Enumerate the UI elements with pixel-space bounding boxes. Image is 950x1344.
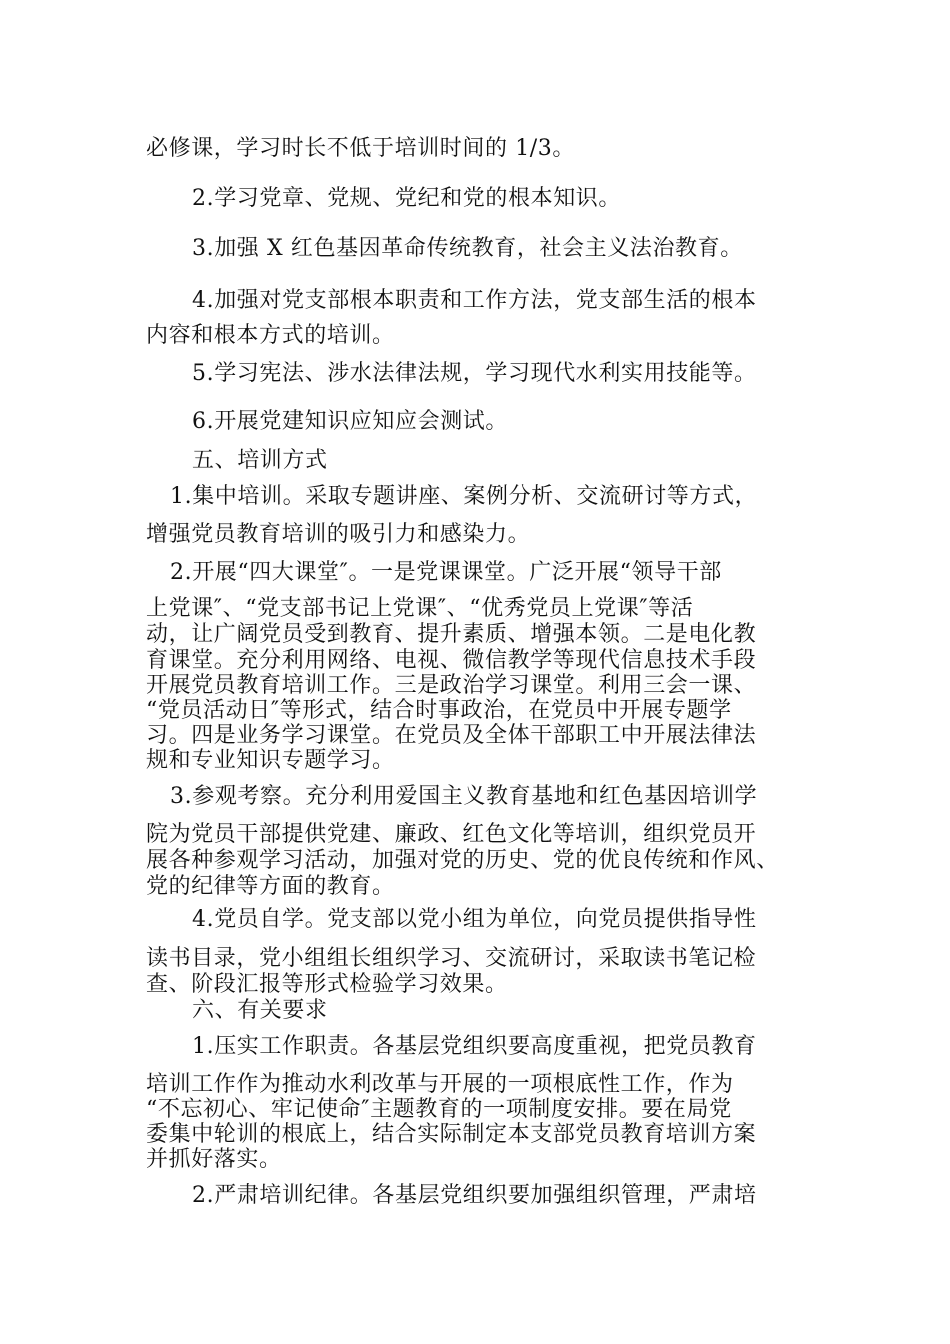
text-line: 内容和根本方式的培训。 xyxy=(146,323,395,348)
text-line: 2.严肃培训纪律。各基层党组织要加强组织管理，严肃培 xyxy=(192,1183,757,1208)
text-line: 1.压实工作职责。各基层党组织要高度重视，把党员教育 xyxy=(192,1034,757,1059)
text-line: 4.党员自学。党支部以党小组为单位，向党员提供指导性 xyxy=(192,907,757,932)
text-line: 并抓好落实。 xyxy=(146,1147,282,1172)
text-line: 6.开展党建知识应知应会测试。 xyxy=(192,409,508,434)
text-line: 4.加强对党支部根本职责和工作方法，党支部生活的根本 xyxy=(192,288,757,313)
text-line: 5.学习宪法、涉水法律法规，学习现代水利实用技能等。 xyxy=(192,361,757,386)
text-line: 规和专业知识专题学习。 xyxy=(146,748,395,773)
text-line: 读书目录，党小组组长组织学习、交流研讨，采取读书笔记检 xyxy=(146,946,757,971)
section-heading: 六、有关要求 xyxy=(192,998,328,1023)
section-heading: 五、培训方式 xyxy=(192,448,328,473)
text-line: 3.参观考察。充分利用爱国主义教育基地和红色基因培训学 xyxy=(170,784,758,809)
text-line: 动，让广阔党员受到教育、提升素质、增强本领。二是电化教 xyxy=(146,622,757,647)
text-line: 必修课，学习时长不低于培训时间的 1/3。 xyxy=(146,136,576,161)
text-line: 培训工作作为推动水利改革与开展的一项根底性工作，作为 xyxy=(146,1072,734,1097)
text-line: 增强党员教育培训的吸引力和感染力。 xyxy=(146,522,531,547)
text-line: 院为党员干部提供党建、廉政、红色文化等培训，组织党员开 xyxy=(146,822,757,847)
text-line: 党的纪律等方面的教育。 xyxy=(146,874,395,899)
text-line: 上党课″、“党支部书记上党课″、“优秀党员上党课″等活 xyxy=(146,596,694,621)
text-line: 委集中轮训的根底上，结合实际制定本支部党员教育培训方案 xyxy=(146,1122,757,1147)
text-line: 查、阶段汇报等形式检验学习效果。 xyxy=(146,972,508,997)
text-line: 开展党员教育培训工作。三是政治学习课堂。利用三会一课、 xyxy=(146,673,757,698)
text-line: 习。四是业务学习课堂。在党员及全体干部职工中开展法律法 xyxy=(146,723,757,748)
text-line: 2.开展“四大课堂″。一是党课课堂。广泛开展“领导干部 xyxy=(170,560,722,585)
text-line: 1.集中培训。采取专题讲座、案例分析、交流研讨等方式， xyxy=(170,484,758,509)
text-line: 育课堂。充分利用网络、电视、微信教学等现代信息技术手段 xyxy=(146,648,757,673)
text-line: 3.加强 X 红色基因革命传统教育，社会主义法治教育。 xyxy=(192,236,743,261)
text-line: 展各种参观学习活动，加强对党的历史、党的优良传统和作风、 xyxy=(146,848,779,873)
text-line: “不忘初心、牢记使命″主题教育的一项制度安排。要在局党 xyxy=(146,1097,732,1122)
text-line: 2.学习党章、党规、党纪和党的根本知识。 xyxy=(192,186,621,211)
text-line: “党员活动日″等形式，结合时事政治，在党员中开展专题学 xyxy=(146,698,732,723)
